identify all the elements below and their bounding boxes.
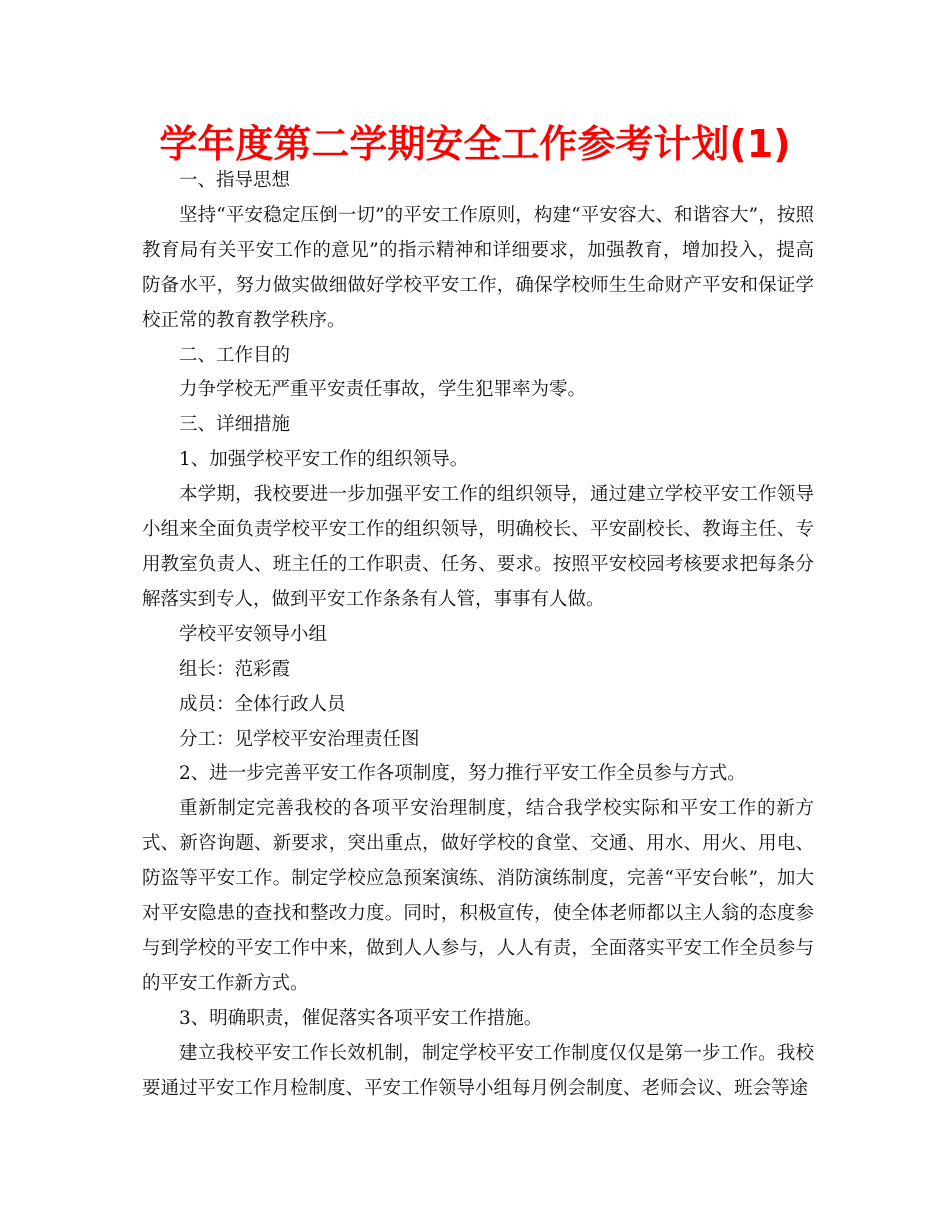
subheading-measure-1: 1、加强学校平安工作的组织领导。 (179, 449, 469, 471)
group-leader-line: 组长：范彩霞 (179, 658, 291, 680)
leadership-group-label: 学校平安领导小组 (179, 623, 328, 645)
division-of-labor-line: 分工：见学校平安治理责任图 (179, 728, 420, 750)
document-title: 学年度第二学期安全工作参考计划(1) (159, 122, 791, 166)
paragraph-measure-1: 本学期，我校要进一步加强平安工作的组织领导，通过建立学校平安工作领导小组来全面负责学校平安工作的组织领导，明确校长、平安副校长、教诲主任、专用教室负责人、班主任的工作职责、任务、要求。按照平安校园考核要求把每条分解落实到专人，做到平安工作条条有人管，事事有人做。 (142, 484, 814, 610)
heading-guiding-thought: 一、指导思想 (179, 170, 291, 191)
paragraph-work-goal: 力争学校无严重平安责任事故，学生犯罪率为零。 (179, 379, 587, 401)
heading-detailed-measures: 三、详细措施 (179, 414, 291, 436)
paragraph-measure-3: 建立我校平安工作长效机制，制定学校平安工作制度仅仅是第一步工作。我校要通过平安工作月检制度、平安工作领导小组每月例会制度、老师会议、班会等途 (142, 1042, 814, 1099)
document-body (142, 164, 814, 1106)
group-members-line: 成员：全体行政人员 (179, 693, 346, 715)
paragraph-measure-2: 重新制定完善我校的各项平安治理制度，结合我学校实际和平安工作的新方式、新咨询题、新要求，突出重点，做好学校的食堂、交通、用水、用火、用电、防盗等平安工作。制定学校应急预案演练、消防演练制度，完善“平安台帐”，加大对平安隐患的查找和整改力度。同时，积极宣传，使全体老师都以主人翁的态度参与到学校的平安工作中来，做到人人参与，人人有责，全面落实平安工作全员参与的平安工作新方式。 (142, 798, 814, 994)
paragraph-guiding-thought: 坚持“平安稳定压倒一切”的平安工作原则，构建“平安容大、和谐容大”，按照教育局有关平安工作的意见”的指示精神和详细要求，加强教育，增加投入，提高防备水平，努力做实做细做好学校平安工作，确保学校师生生命财产平安和保证学校正常的教育教学秩序。 (142, 204, 814, 331)
heading-work-goal: 二、工作目的 (179, 344, 291, 366)
subheading-measure-2: 2、进一步完善平安工作各项制度，努力推行平安工作全员参与方式。 (179, 763, 746, 785)
subheading-measure-3: 3、明确职责，催促落实各项平安工作措施。 (179, 1007, 543, 1029)
